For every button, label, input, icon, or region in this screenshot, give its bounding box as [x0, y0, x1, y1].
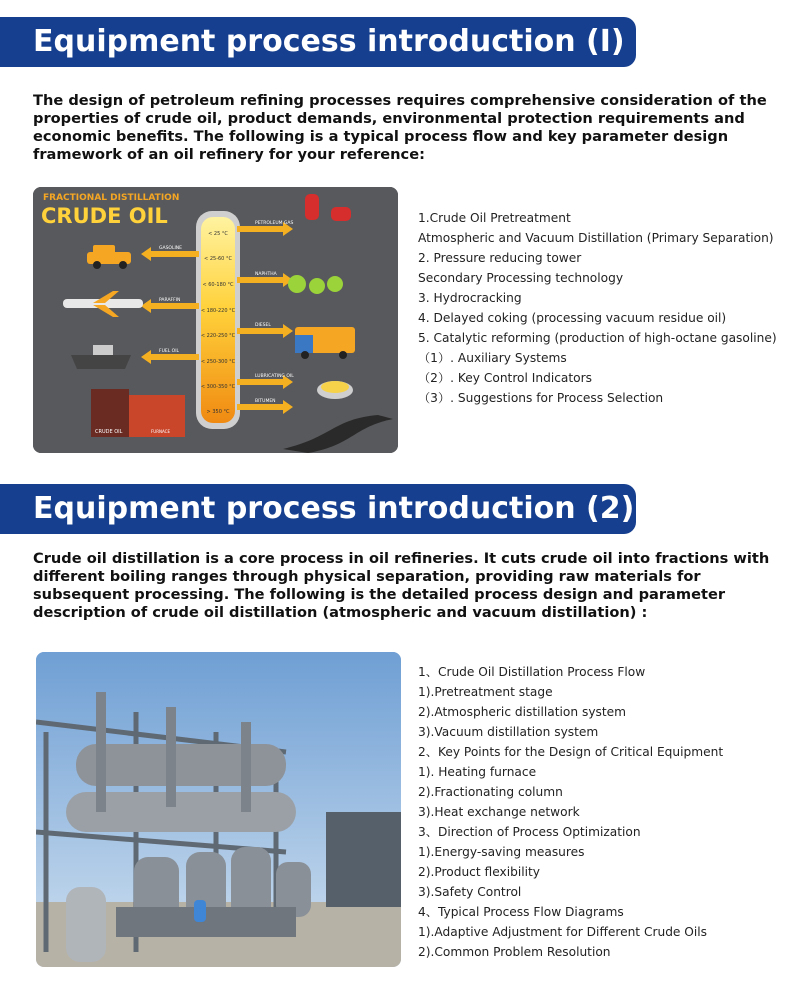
- list-item: 3、Direction of Process Optimization: [418, 825, 641, 839]
- background-facility: [326, 812, 401, 907]
- figure-heading-large: CRUDE OIL: [41, 204, 168, 228]
- list-item: 2. Pressure reducing tower: [418, 251, 582, 265]
- section2-title: Equipment process introduction (2): [33, 491, 635, 526]
- section2-list: [418, 662, 788, 962]
- temperature-label: > 350 °C: [206, 409, 230, 415]
- refinery-plant-illustration: [36, 652, 401, 967]
- list-item: Atmospheric and Vacuum Distillation (Primary Separation): [418, 231, 774, 245]
- list-item: 1).Energy-saving measures: [418, 845, 585, 859]
- list-item: 2).Product flexibility: [418, 865, 540, 879]
- temperature-label: < 25-60 °C: [204, 256, 232, 262]
- lubricant-tin-icon: [317, 381, 353, 399]
- list-item: 1、Crude Oil Distillation Process Flow: [418, 665, 646, 679]
- list-item: Secondary Processing technology: [418, 271, 624, 285]
- list-item: 2、Key Points for the Design of Critical Equipment: [418, 745, 724, 759]
- list-item: 2).Atmospheric distillation system: [418, 705, 627, 719]
- section1-title-banner: [0, 17, 636, 67]
- list-item: 1).Pretreatment stage: [418, 685, 553, 699]
- list-item: 4、Typical Process Flow Diagrams: [418, 905, 624, 919]
- temperature-label: < 250-300 °C: [200, 359, 236, 365]
- list-item: 3. Hydrocracking: [418, 291, 522, 305]
- list-item: 4. Delayed coking (processing vacuum residue oil): [418, 311, 727, 325]
- list-item: 3).Heat exchange network: [418, 805, 580, 819]
- section1-list: [418, 208, 788, 408]
- product-label: BITUMEN: [255, 399, 276, 404]
- list-item: （2）. Key Control Indicators: [418, 371, 592, 385]
- section1-title: Equipment process introduction (I): [33, 24, 625, 59]
- reactor-tank: [76, 744, 286, 786]
- product-label: PARAFFIN: [159, 298, 181, 303]
- product-label: LUBRICATING OIL: [255, 374, 294, 379]
- list-item: 1.Crude Oil Pretreatment: [418, 211, 571, 225]
- section2-intro: Crude oil distillation is a core process in oil refineries. It cuts crude oil into fractions with different boiling ranges through physical separation, providing raw materials for subsequent processing. The following is the detailed process design and parameter description of crude oil distillation (atmospheric and vacuum distillation) :: [33, 550, 770, 621]
- furnace-icon: [91, 389, 185, 437]
- distillation-column: [201, 217, 235, 423]
- list-item: 2).Common Problem Resolution: [418, 945, 611, 959]
- section2-title-banner: [0, 484, 636, 534]
- section1-intro: The design of petroleum refining processes requires comprehensive consideration of the properties of crude oil, product demands, environmental protection requirements and economic benefits. The following is a typical process flow and key parameter design framework of an oil refinery for your reference:: [33, 92, 767, 163]
- product-label: FUEL OIL: [159, 349, 180, 354]
- product-label: DIESEL: [255, 323, 271, 328]
- product-label: GASOLINE: [159, 246, 183, 251]
- list-item: 3).Vacuum distillation system: [418, 725, 599, 739]
- temperature-label: < 300-350 °C: [200, 384, 236, 390]
- figure-heading-small: FRACTIONAL DISTILLATION: [43, 193, 180, 203]
- temperature-label: < 220-250 °C: [200, 333, 236, 339]
- furnace-label: FURNACE: [151, 429, 170, 434]
- temperature-label: < 60-180 °C: [202, 282, 234, 288]
- distillation-diagram: [33, 187, 398, 453]
- list-item: 3).Safety Control: [418, 885, 522, 899]
- list-item: 1). Heating furnace: [418, 765, 537, 779]
- list-item: 2).Fractionating column: [418, 785, 563, 799]
- list-item: （1）. Auxiliary Systems: [418, 351, 567, 365]
- fractional-distillation-figure: [33, 187, 398, 453]
- blue-gas-bottle: [194, 900, 206, 922]
- crude-oil-tank-label: CRUDE OIL: [95, 429, 123, 435]
- list-item: 5. Catalytic reforming (production of high-octane gasoline): [418, 331, 777, 345]
- temperature-label: < 180-220 °C: [200, 308, 236, 314]
- storage-tank: [66, 887, 106, 962]
- product-label: NAPHTHA: [255, 272, 277, 277]
- list-item: 1).Adaptive Adjustment for Different Crude Oils: [418, 925, 708, 939]
- list-item: （3）. Suggestions for Process Selection: [418, 391, 664, 405]
- temperature-label: < 25 °C: [208, 231, 228, 237]
- refinery-equipment-photo: [36, 652, 401, 967]
- product-label: PETROLEUM GAS: [255, 221, 294, 226]
